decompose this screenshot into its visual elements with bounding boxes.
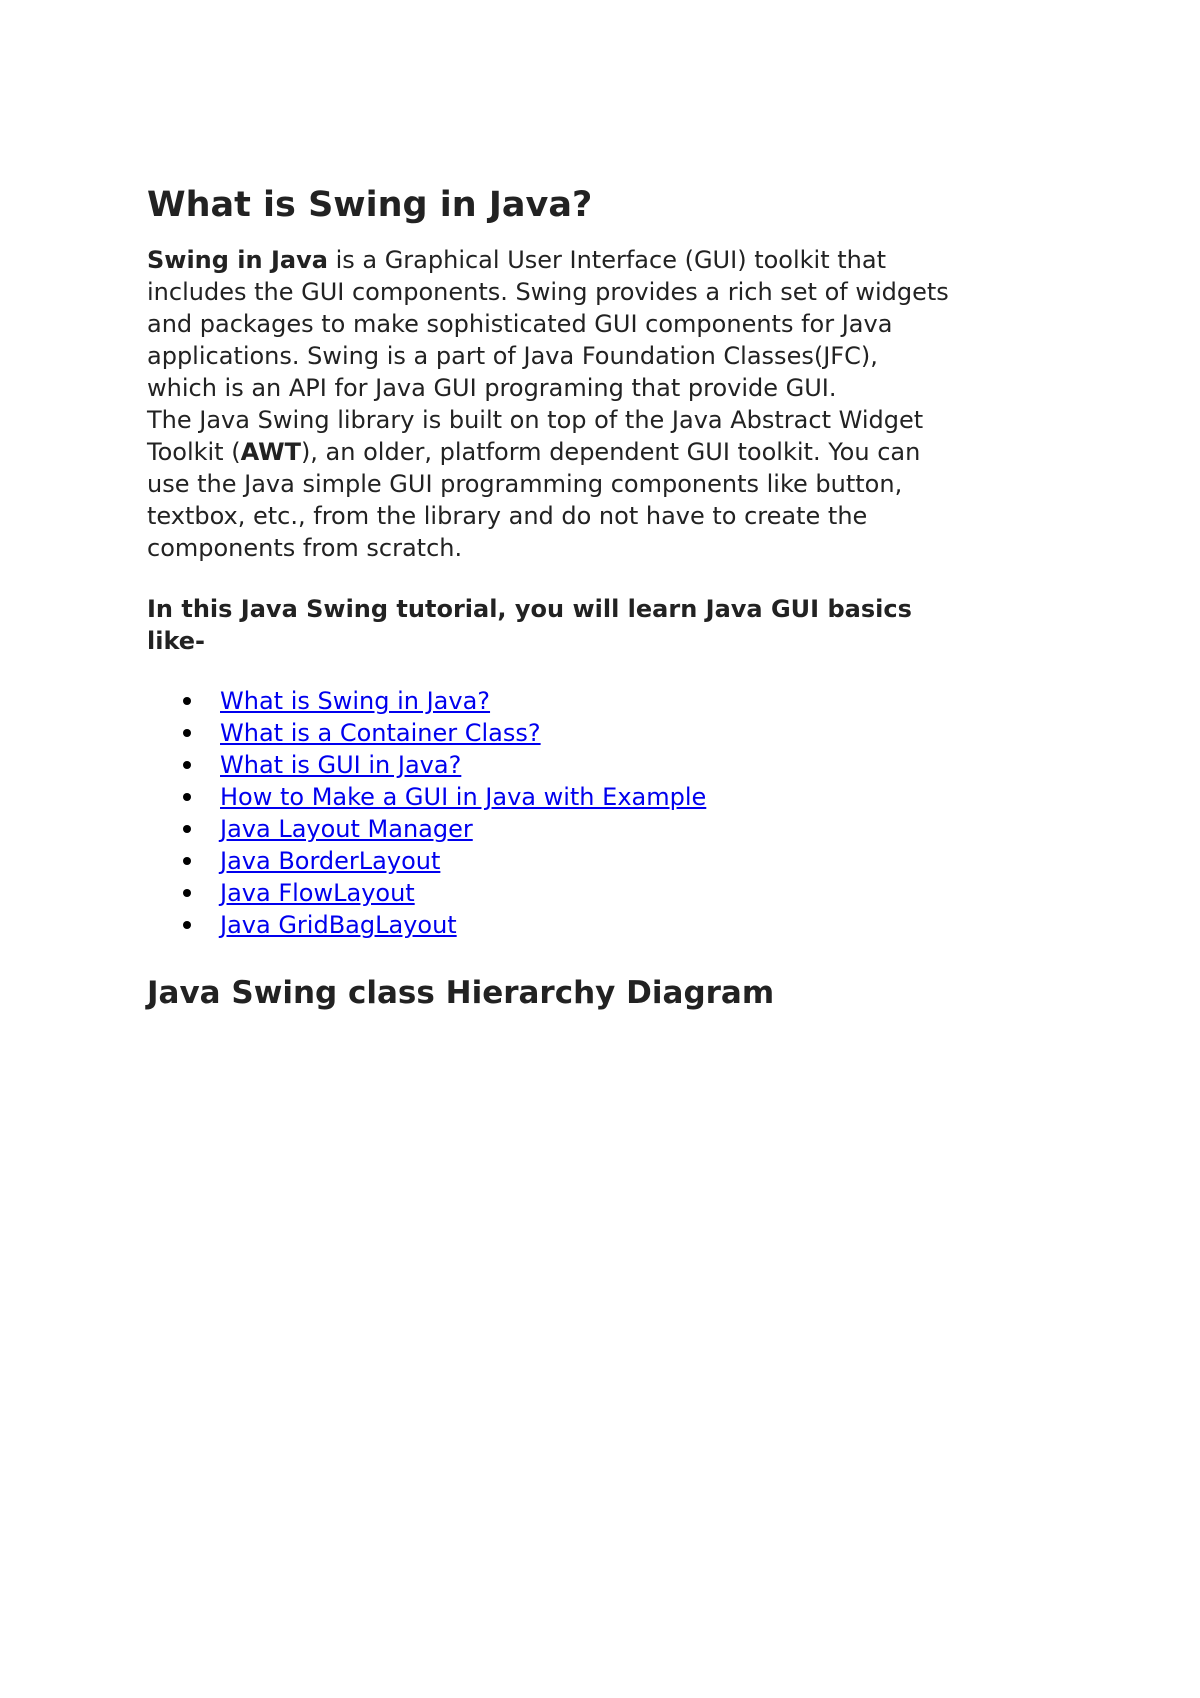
list-item [147,877,1077,909]
table-of-contents [147,685,1077,941]
toc-link-swing[interactable]: What is Swing in Java? [220,687,491,715]
bullet-icon [183,761,191,769]
bullet-icon [183,889,191,897]
list-item [147,909,1077,941]
lead-line: In this Java Swing tutorial, you will learn Java GUI basics [147,595,912,623]
list-item [147,845,1077,877]
list-item [147,717,1077,749]
intro-line [147,436,1077,468]
list-item [147,685,1077,717]
list-item [147,781,1077,813]
intro-line: applications. Swing is a part of Java Foundation Classes(JFC), [147,342,878,370]
list-item [147,749,1077,781]
intro-line: includes the GUI components. Swing provides a rich set of widgets [147,278,949,306]
intro-line: textbox, etc., from the library and do not have to create the [147,502,868,530]
intro-line: components from scratch. [147,534,463,562]
bullet-icon [183,729,191,737]
intro-text: Toolkit ( [147,438,241,466]
bullet-icon [183,825,191,833]
bold-term: AWT [240,438,301,466]
lead-line: like- [147,627,206,655]
intro-paragraph [147,244,1077,564]
toc-link-make-gui[interactable]: How to Make a GUI in Java with Example [220,783,707,811]
intro-line: and packages to make sophisticated GUI components for Java [147,310,893,338]
bold-term: Swing in Java [147,246,328,274]
bullet-icon [183,857,191,865]
toc-link-container-class[interactable]: What is a Container Class? [220,719,541,747]
toc-link-flowlayout[interactable]: Java FlowLayout [220,879,415,907]
intro-text: is a Graphical User Interface (GUI) toolkit that [327,246,886,274]
toc-link-gui[interactable]: What is GUI in Java? [220,751,462,779]
toc-link-layout-manager[interactable]: Java Layout Manager [220,815,473,843]
toc-link-gridbaglayout[interactable]: Java GridBagLayout [220,911,457,939]
tutorial-lead [147,593,1077,657]
bullet-icon [183,697,191,705]
toc-link-borderlayout[interactable]: Java BorderLayout [220,847,441,875]
intro-line: The Java Swing library is built on top of the Java Abstract Widget [147,406,924,434]
page-title: What is Swing in Java? [147,185,593,225]
intro-line [147,244,1077,276]
list-item [147,813,1077,845]
bullet-icon [183,793,191,801]
section-heading: Java Swing class Hierarchy Diagram [147,975,775,1011]
intro-text: ), an older, platform dependent GUI toolkit. You can [300,438,921,466]
intro-line: which is an API for Java GUI programing that provide GUI. [147,374,837,402]
intro-line: use the Java simple GUI programming components like button, [147,470,903,498]
bullet-icon [183,921,191,929]
document-page [147,180,1077,1015]
